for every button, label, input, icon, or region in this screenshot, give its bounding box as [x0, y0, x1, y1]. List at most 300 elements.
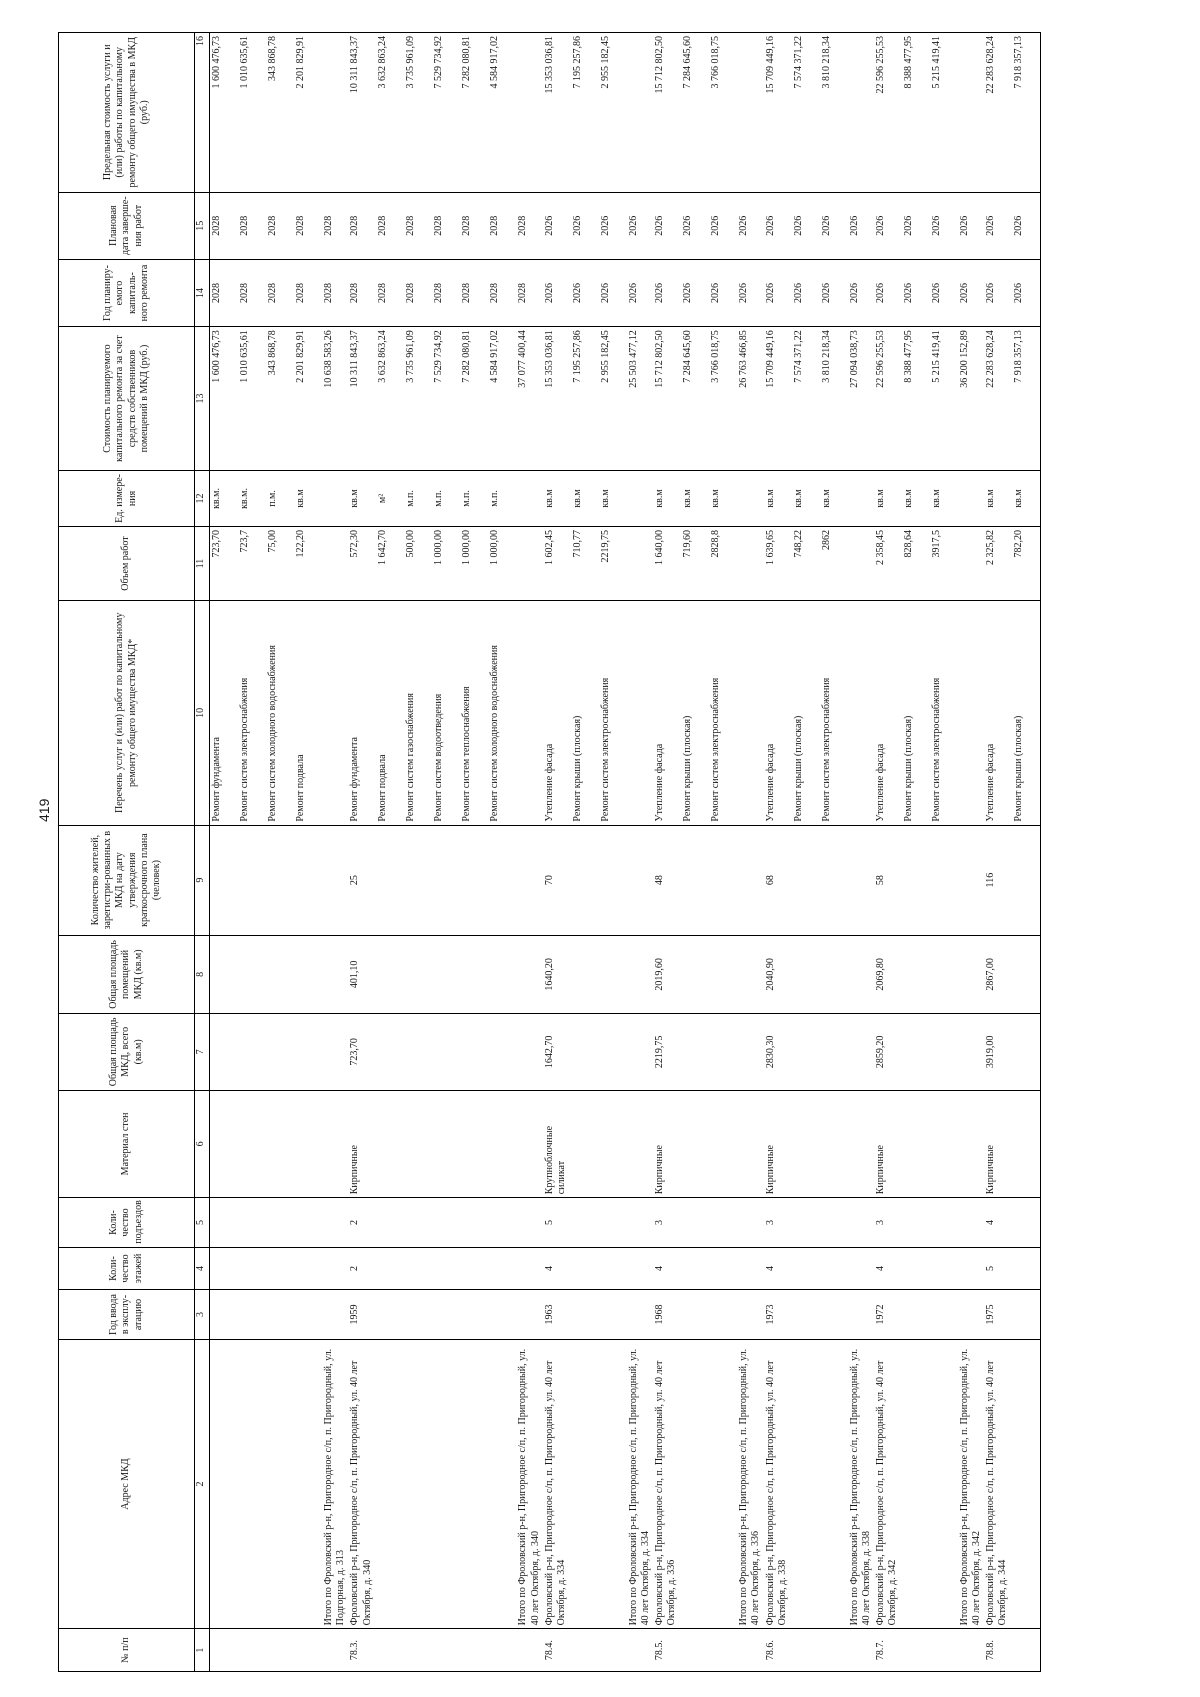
table-cell: 2028 — [488, 192, 516, 259]
table-cell — [848, 1247, 874, 1290]
table-cell: 2 955 182,45 — [599, 33, 627, 193]
table-cell: 2026 — [1012, 259, 1041, 326]
total-row — [848, 33, 874, 1672]
table-cell — [930, 1247, 958, 1290]
table-cell: 4 — [874, 1247, 902, 1290]
column-header: Количество жителей, зарегистри-рованных в МКД на дату утверждения краткосрочного плана (человек) — [59, 825, 195, 935]
table-cell — [432, 1290, 460, 1339]
table-cell: 7 195 257,86 — [571, 33, 599, 193]
table-cell: 22 596 255,53 — [874, 327, 902, 471]
table-cell — [322, 1198, 348, 1247]
table-cell — [432, 1339, 460, 1629]
table-cell — [571, 1014, 599, 1090]
column-header: Стоимость планируемого капитального ремонта за счет средств собственников помещений в МКД (руб.) — [59, 327, 195, 471]
table-row — [210, 33, 239, 1672]
table-cell — [488, 935, 516, 1014]
table-cell — [294, 1290, 322, 1339]
table-cell — [709, 935, 737, 1014]
table-cell — [571, 935, 599, 1014]
table-cell: кв.м — [930, 470, 958, 526]
table-cell: 7 282 080,81 — [460, 327, 488, 471]
table-cell — [709, 1198, 737, 1247]
table-cell: 2019,60 — [653, 935, 681, 1014]
table-cell: 58 — [874, 825, 902, 935]
column-number: 1 — [195, 1629, 210, 1672]
table-cell: Ремонт систем электроснабжения — [238, 601, 266, 826]
table-cell: кв.м — [902, 470, 930, 526]
table-cell — [571, 825, 599, 935]
table-cell: 3 810 218,34 — [820, 33, 848, 193]
table-cell: м.п. — [460, 470, 488, 526]
table-cell: кв.м — [653, 470, 681, 526]
table-cell — [1012, 1247, 1041, 1290]
table-cell — [958, 1014, 984, 1090]
table-cell: 500,00 — [404, 527, 432, 601]
table-cell: 2026 — [543, 192, 571, 259]
table-cell: 828,64 — [902, 527, 930, 601]
table-row — [984, 33, 1012, 1672]
table-cell — [266, 1198, 294, 1247]
table-cell: Ремонт крыши (плоская) — [681, 601, 709, 826]
table-cell: Фроловский р-н, Пригородное с/п, п. Пригородный, ул. 40 лет Октября, д. 336 — [653, 1339, 681, 1629]
table-cell: 8 388 477,95 — [902, 33, 930, 193]
table-cell: 2028 — [322, 259, 348, 326]
table-cell: 2026 — [984, 259, 1012, 326]
table-cell — [266, 1290, 294, 1339]
table-cell — [488, 1629, 516, 1672]
table-row — [266, 33, 294, 1672]
table-cell — [266, 1247, 294, 1290]
column-number: 6 — [195, 1090, 210, 1198]
table-cell: Фроловский р-н, Пригородное с/п, п. Пригородный, ул. 40 лет Октября, д. 344 — [984, 1339, 1012, 1629]
table-cell — [516, 825, 542, 935]
table-cell: 2026 — [1012, 192, 1041, 259]
table-cell: 710,77 — [571, 527, 599, 601]
table-cell: кв.м — [681, 470, 709, 526]
table-cell: 78.8. — [984, 1629, 1012, 1672]
table-cell: 4 584 917,02 — [488, 327, 516, 471]
table-cell: 723,70 — [348, 1014, 376, 1090]
column-number: 9 — [195, 825, 210, 935]
table-cell: Ремонт систем газоснабжения — [404, 601, 432, 826]
table-cell — [792, 1290, 820, 1339]
table-cell — [376, 1247, 404, 1290]
table-cell: Итого по Фроловский р-н, Пригородное с/п, п. Пригородный, ул. 40 лет Октября, д. 342 — [958, 1339, 984, 1629]
table-row — [376, 33, 404, 1672]
table-cell — [210, 1629, 239, 1672]
table-cell — [737, 1198, 763, 1247]
table-cell — [294, 1014, 322, 1090]
table-cell: 2026 — [930, 192, 958, 259]
table-cell — [488, 1090, 516, 1198]
table-cell: 723,7 — [238, 527, 266, 601]
table-cell — [627, 1198, 653, 1247]
table-cell: 75,00 — [266, 527, 294, 601]
table-row — [571, 33, 599, 1672]
table-cell — [902, 935, 930, 1014]
table-cell: 401,10 — [348, 935, 376, 1014]
table-cell: 5 215 419,41 — [930, 327, 958, 471]
table-cell: 3 632 863,24 — [376, 327, 404, 471]
table-cell — [238, 1014, 266, 1090]
table-cell: Фроловский р-н, Пригородное с/п, п. Пригородный, ул. 40 лет Октября, д. 338 — [764, 1339, 792, 1629]
column-number: 14 — [195, 259, 210, 326]
table-cell — [294, 1247, 322, 1290]
table-cell: 2026 — [764, 192, 792, 259]
table-cell: Кирпичные — [348, 1090, 376, 1198]
table-cell: 3919,00 — [984, 1014, 1012, 1090]
table-cell: 2028 — [488, 259, 516, 326]
table-cell — [516, 33, 542, 193]
table-cell: 2 — [348, 1247, 376, 1290]
table-cell — [516, 527, 542, 601]
column-number: 15 — [195, 192, 210, 259]
table-cell — [376, 1014, 404, 1090]
table-cell — [516, 1629, 542, 1672]
table-cell: Кирпичные — [874, 1090, 902, 1198]
table-cell: 15 709 449,16 — [764, 33, 792, 193]
table-cell: 2026 — [599, 259, 627, 326]
table-cell: 2026 — [571, 192, 599, 259]
table-cell — [599, 1247, 627, 1290]
table-cell — [958, 825, 984, 935]
table-cell — [820, 1014, 848, 1090]
table-cell — [737, 1629, 763, 1672]
table-cell: 2 358,45 — [874, 527, 902, 601]
table-cell: 22 596 255,53 — [874, 33, 902, 193]
table-cell: 7 195 257,86 — [571, 327, 599, 471]
column-header: Объем работ — [59, 527, 195, 601]
table-row — [764, 33, 792, 1672]
table-cell: 2028 — [376, 259, 404, 326]
table-cell — [460, 935, 488, 1014]
table-cell — [322, 33, 348, 193]
table-cell: 2028 — [376, 192, 404, 259]
table-cell: 78.4. — [543, 1629, 571, 1672]
table-cell: Итого по Фроловский р-н, Пригородное с/п, п. Пригородный, ул. 40 лет Октября, д. 338 — [848, 1339, 874, 1629]
table-cell — [322, 935, 348, 1014]
table-cell: 2026 — [958, 259, 984, 326]
table-cell — [599, 935, 627, 1014]
table-cell — [820, 1290, 848, 1339]
table-cell: 2026 — [627, 192, 653, 259]
table-cell: 26 763 466,85 — [737, 327, 763, 471]
table-cell: 2028 — [294, 259, 322, 326]
table-cell — [681, 1014, 709, 1090]
table-cell: 25 503 477,12 — [627, 327, 653, 471]
table-cell — [902, 1247, 930, 1290]
table-cell: 2026 — [764, 259, 792, 326]
table-cell — [958, 1247, 984, 1290]
table-cell — [210, 1247, 239, 1290]
table-cell: Итого по Фроловский р-н, Пригородное с/п, п. Пригородный, ул. 40 лет Октября, д. 340 — [516, 1339, 542, 1629]
table-cell — [709, 825, 737, 935]
table-row — [653, 33, 681, 1672]
table-row — [820, 33, 848, 1672]
table-cell — [210, 825, 239, 935]
table-cell — [902, 1090, 930, 1198]
table-cell — [571, 1090, 599, 1198]
table-cell — [737, 935, 763, 1014]
table-cell: 2219,75 — [653, 1014, 681, 1090]
table-cell — [404, 825, 432, 935]
table-cell — [902, 1198, 930, 1247]
table-cell: 2028 — [238, 192, 266, 259]
table-cell: 1 602,45 — [543, 527, 571, 601]
table-cell: Утепление фасада — [874, 601, 902, 826]
table-cell: 2 325,82 — [984, 527, 1012, 601]
table-row — [432, 33, 460, 1672]
table-cell: 2026 — [874, 259, 902, 326]
table-cell — [432, 825, 460, 935]
table-cell: 2026 — [958, 192, 984, 259]
table-cell — [322, 601, 348, 826]
table-cell — [432, 1629, 460, 1672]
table-row — [404, 33, 432, 1672]
table-cell: м.п. — [432, 470, 460, 526]
table-cell — [792, 825, 820, 935]
table-cell: 3 735 961,09 — [404, 327, 432, 471]
table-cell: 22 283 628,24 — [984, 327, 1012, 471]
table-cell — [820, 1339, 848, 1629]
table-cell — [902, 825, 930, 935]
column-number: 4 — [195, 1247, 210, 1290]
table-cell: 78.7. — [874, 1629, 902, 1672]
table-cell — [627, 1629, 653, 1672]
table-cell — [404, 1198, 432, 1247]
table-cell: 78.3. — [348, 1629, 376, 1672]
table-cell: 7 574 371,22 — [792, 33, 820, 193]
column-number: 16 — [195, 33, 210, 193]
table-row — [1012, 33, 1041, 1672]
table-cell — [737, 1014, 763, 1090]
table-cell: 1 010 635,61 — [238, 33, 266, 193]
table-cell — [902, 1629, 930, 1672]
table-cell: 37 077 400,44 — [516, 327, 542, 471]
table-cell — [238, 935, 266, 1014]
table-cell — [516, 1247, 542, 1290]
table-cell — [210, 1198, 239, 1247]
table-cell: 3 — [874, 1198, 902, 1247]
table-cell — [627, 1290, 653, 1339]
table-cell — [958, 33, 984, 193]
table-cell — [627, 825, 653, 935]
table-cell — [820, 1090, 848, 1198]
table-cell: 2026 — [902, 259, 930, 326]
table-cell — [460, 1339, 488, 1629]
table-cell — [599, 1339, 627, 1629]
table-cell: 4 584 917,02 — [488, 33, 516, 193]
table-cell: Ремонт систем электроснабжения — [599, 601, 627, 826]
table-cell: кв.м — [792, 470, 820, 526]
table-cell — [432, 1090, 460, 1198]
table-cell — [516, 470, 542, 526]
table-cell: 1 000,00 — [432, 527, 460, 601]
table-cell — [322, 1090, 348, 1198]
table-cell: 2026 — [874, 192, 902, 259]
table-cell: 2026 — [627, 259, 653, 326]
table-cell — [848, 1290, 874, 1339]
table-cell: 15 353 036,81 — [543, 33, 571, 193]
table-cell — [516, 601, 542, 826]
table-cell — [737, 825, 763, 935]
table-cell — [930, 1014, 958, 1090]
table-cell — [737, 1247, 763, 1290]
table-cell: Ремонт систем холодного водоснабжения — [266, 601, 294, 826]
table-cell: 2026 — [848, 192, 874, 259]
table-cell: 719,60 — [681, 527, 709, 601]
table-cell — [709, 1247, 737, 1290]
table-cell: 2026 — [792, 259, 820, 326]
table-cell — [958, 470, 984, 526]
table-cell: Кирпичные — [653, 1090, 681, 1198]
table-cell: кв.м — [1012, 470, 1041, 526]
table-cell — [627, 33, 653, 193]
table-cell: Итого по Фроловский р-н, Пригородное с/п, п. Пригородный, ул. 40 лет Октября, д. 336 — [737, 1339, 763, 1629]
table-cell — [376, 1290, 404, 1339]
table-cell — [210, 935, 239, 1014]
table-cell — [322, 1014, 348, 1090]
table-cell: 2026 — [792, 192, 820, 259]
table-cell: 2028 — [348, 259, 376, 326]
table-cell — [599, 1014, 627, 1090]
table-cell: 3 — [653, 1198, 681, 1247]
table-cell — [930, 1290, 958, 1339]
table-cell — [266, 1339, 294, 1629]
table-cell — [460, 1247, 488, 1290]
table-cell: 1959 — [348, 1290, 376, 1339]
table-cell: кв.м — [294, 470, 322, 526]
column-number: 12 — [195, 470, 210, 526]
table-row — [238, 33, 266, 1672]
table-cell: Ремонт подвала — [376, 601, 404, 826]
table-cell: 3 — [764, 1198, 792, 1247]
table-cell — [599, 1629, 627, 1672]
table-cell: кв.м — [543, 470, 571, 526]
table-cell — [681, 1247, 709, 1290]
total-row — [627, 33, 653, 1672]
total-row — [322, 33, 348, 1672]
table-row — [681, 33, 709, 1672]
table-cell: 3 735 961,09 — [404, 33, 432, 193]
page-number: 419 — [36, 798, 52, 822]
table-cell: Ремонт подвала — [294, 601, 322, 826]
table-cell: Утепление фасада — [543, 601, 571, 826]
table-cell — [488, 1247, 516, 1290]
table-cell: 2028 — [210, 192, 239, 259]
table-cell: м.п. — [404, 470, 432, 526]
table-cell: 3917,5 — [930, 527, 958, 601]
table-cell: 572,30 — [348, 527, 376, 601]
table-cell: 10 311 843,37 — [348, 327, 376, 471]
table-cell: 2026 — [737, 192, 763, 259]
column-header: Общая площадь МКД, всего (кв.м) — [59, 1014, 195, 1090]
table-cell: 7 918 357,13 — [1012, 33, 1041, 193]
table-cell — [238, 1247, 266, 1290]
table-row — [930, 33, 958, 1672]
table-cell: 2069,80 — [874, 935, 902, 1014]
table-cell: 68 — [764, 825, 792, 935]
table-cell: 4 — [984, 1198, 1012, 1247]
table-cell — [460, 1014, 488, 1090]
table-cell — [958, 1198, 984, 1247]
table-cell — [266, 1014, 294, 1090]
table-cell — [820, 1198, 848, 1247]
table-cell — [376, 1339, 404, 1629]
table-cell — [737, 33, 763, 193]
table-cell — [930, 1629, 958, 1672]
table-cell: 1 639,65 — [764, 527, 792, 601]
table-cell: 7 529 734,92 — [432, 33, 460, 193]
table-cell — [627, 935, 653, 1014]
table-cell: 1 600 476,73 — [210, 327, 239, 471]
column-header: Перечень услуг и (или) работ по капитальному ремонту общего имущества МКД* — [59, 601, 195, 826]
table-cell — [1012, 1629, 1041, 1672]
table-cell: 1973 — [764, 1290, 792, 1339]
table-cell — [848, 527, 874, 601]
table-cell — [404, 1090, 432, 1198]
table-cell: 70 — [543, 825, 571, 935]
table-cell: 78.6. — [764, 1629, 792, 1672]
table-cell: Утепление фасада — [984, 601, 1012, 826]
column-number: 13 — [195, 327, 210, 471]
table-cell — [599, 1090, 627, 1198]
table-row — [874, 33, 902, 1672]
table-cell: 7 574 371,22 — [792, 327, 820, 471]
table-cell — [1012, 825, 1041, 935]
table-cell — [432, 1014, 460, 1090]
table-cell: Ремонт систем электроснабжения — [709, 601, 737, 826]
table-cell: 78.5. — [653, 1629, 681, 1672]
table-cell: 10 311 843,37 — [348, 33, 376, 193]
table-cell — [848, 1629, 874, 1672]
table-cell: 2028 — [210, 259, 239, 326]
column-header: № п/п — [59, 1629, 195, 1672]
table-cell — [848, 1198, 874, 1247]
table-header — [59, 33, 210, 1672]
table-cell: 7 284 645,60 — [681, 327, 709, 471]
table-cell: 2028 — [404, 259, 432, 326]
table-cell: 15 709 449,16 — [764, 327, 792, 471]
table-cell: 2 955 182,45 — [599, 327, 627, 471]
table-cell — [488, 1198, 516, 1247]
table-cell — [238, 1090, 266, 1198]
table-cell — [709, 1290, 737, 1339]
table-row — [294, 33, 322, 1672]
table-cell: 3 632 863,24 — [376, 33, 404, 193]
table-cell: Кирпичные — [984, 1090, 1012, 1198]
table-cell: 2026 — [902, 192, 930, 259]
table-cell: 4 — [543, 1247, 571, 1290]
table-cell: Итого по Фроловский р-н, Пригородное с/п, п. Пригородный, ул. Подгорная, д. 313 — [322, 1339, 348, 1629]
table-cell — [571, 1629, 599, 1672]
table-cell — [376, 1090, 404, 1198]
table-cell: 2028 — [432, 192, 460, 259]
table-cell: 2026 — [543, 259, 571, 326]
total-row — [516, 33, 542, 1672]
table-row — [348, 33, 376, 1672]
table-cell: Ремонт крыши (плоская) — [792, 601, 820, 826]
table-cell: 48 — [653, 825, 681, 935]
table-cell: 2026 — [820, 259, 848, 326]
table-cell: 2028 — [266, 192, 294, 259]
table-cell: кв.м. — [210, 470, 239, 526]
table-cell — [516, 1290, 542, 1339]
column-header: Материал стен — [59, 1090, 195, 1198]
table-cell — [848, 601, 874, 826]
table-cell: 10 638 583,26 — [322, 327, 348, 471]
table-cell — [571, 1339, 599, 1629]
